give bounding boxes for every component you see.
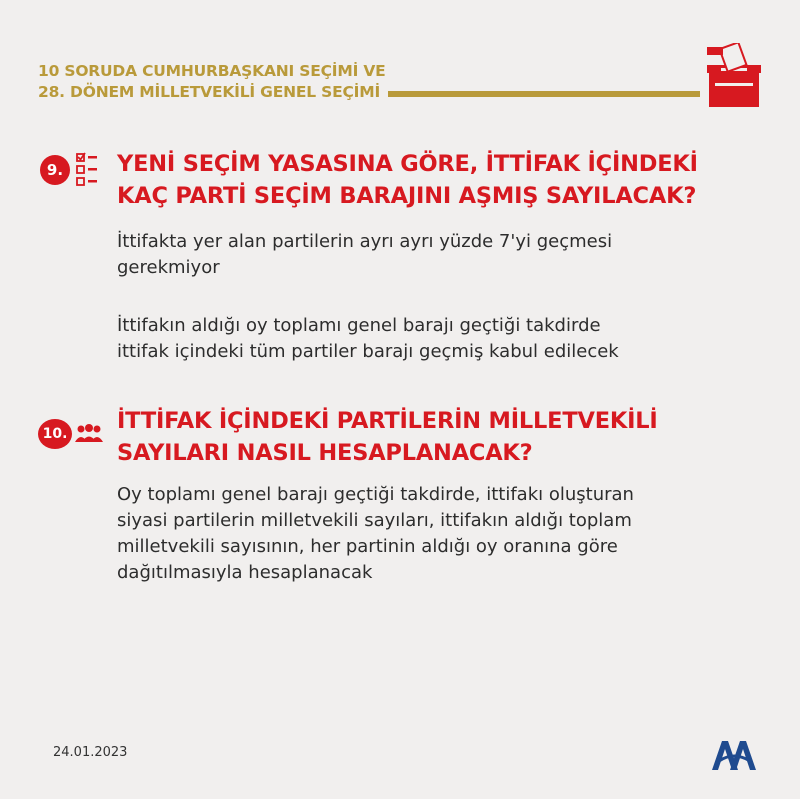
people-icon — [74, 420, 104, 448]
question-10-number-badge — [38, 419, 72, 449]
question-10-title-line-1: İTTİFAK İÇİNDEKİ PARTİLERİN MİLLETVEKİLİ — [117, 408, 658, 434]
question-9-number: 9. — [46, 161, 64, 179]
answer-line: Oy toplamı genel barajı geçtiği takdirde, ittifakı oluşturan — [117, 484, 634, 505]
question-9-title-line-1: YENİ SEÇİM YASASINA GÖRE, İTTİFAK İÇİNDEKİ — [117, 151, 698, 177]
checklist-icon — [73, 150, 101, 190]
question-10-title-line-2: SAYILARI NASIL HESAPLANACAK? — [117, 440, 533, 466]
answer-line: milletvekili sayısının, her partinin aldığı oy oranına göre — [117, 536, 618, 557]
question-10-answer-1 — [117, 482, 634, 586]
question-9-number-badge — [40, 155, 70, 185]
aa-logo — [712, 739, 756, 771]
answer-line: siyasi partilerin milletvekili sayıları, ittifakın aldığı toplam — [117, 510, 632, 531]
header-divider — [388, 91, 700, 97]
answer-line: ittifak içindeki tüm partiler barajı geçmiş kabul edilecek — [117, 341, 619, 362]
answer-line: dağıtılmasıyla hesaplanacak — [117, 562, 373, 583]
answer-line: gerekmiyor — [117, 257, 220, 278]
answer-line: İttifakın aldığı oy toplamı genel barajı geçtiği takdirde — [117, 315, 601, 336]
answer-line: İttifakta yer alan partilerin ayrı ayrı yüzde 7'yi geçmesi — [117, 231, 613, 252]
question-9-title-line-2: KAÇ PARTİ SEÇİM BARAJINI AŞMIŞ SAYILACAK? — [117, 183, 697, 209]
question-9-answer-1 — [117, 229, 612, 281]
question-9-answer-2 — [117, 313, 619, 365]
question-10-title — [117, 405, 658, 469]
ballot-box-icon — [703, 43, 765, 109]
publish-date: 24.01.2023 — [53, 745, 128, 760]
header-title-line-2: 28. DÖNEM MİLLETVEKİLİ GENEL SEÇİMİ — [38, 83, 381, 101]
question-9-title — [117, 148, 698, 212]
question-10-number: 10. — [42, 426, 68, 442]
header-title-line-1: 10 SORUDA CUMHURBAŞKANI SEÇİMİ VE — [38, 62, 386, 80]
page-header-title — [38, 61, 386, 103]
